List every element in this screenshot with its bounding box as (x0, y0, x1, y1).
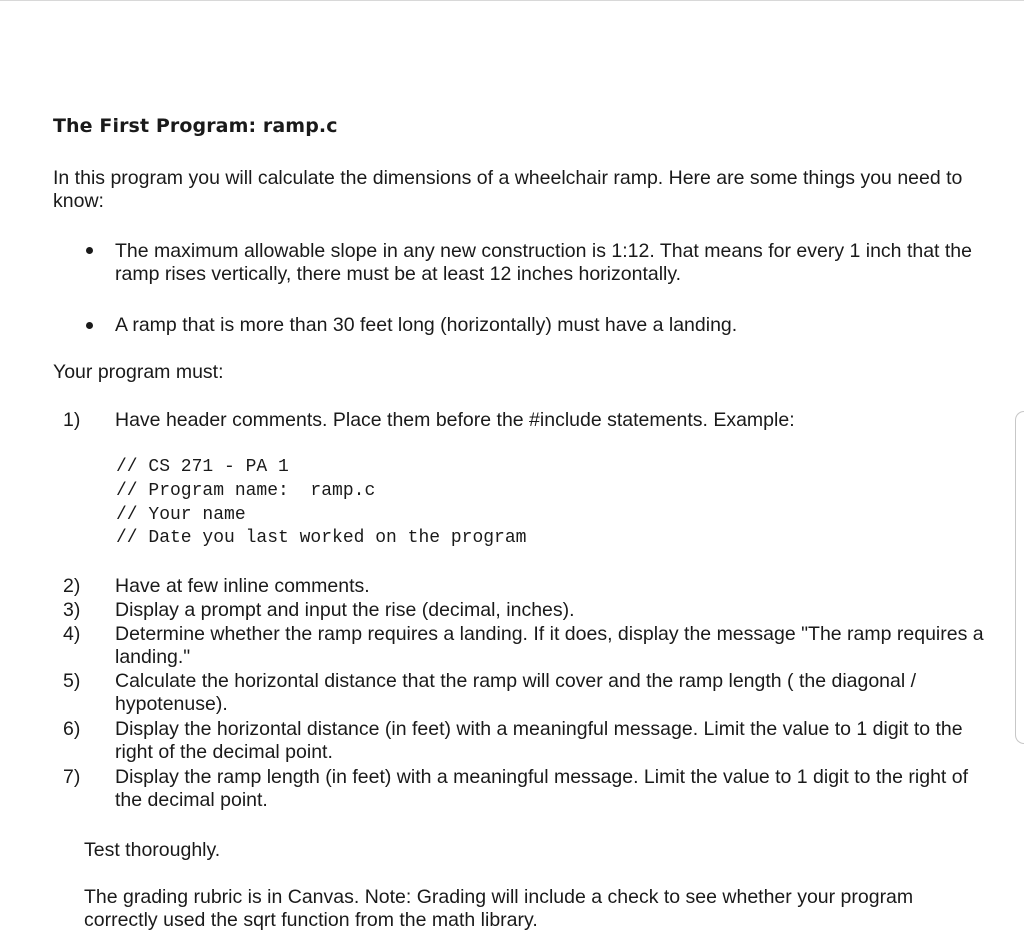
scrollbar-handle[interactable] (1015, 411, 1024, 744)
list-item: Display the horizontal distance (in feet) with a meaningful message. Limit the value to 1 digit to the right of the decimal point. (115, 718, 963, 763)
bullet-dot-icon (86, 247, 93, 254)
list-item: Determine whether the ramp requires a landing. If it does, display the message "The ramp requires a landing." (115, 623, 984, 668)
page-title: The First Program: ramp.c (53, 115, 338, 137)
list-item: Display the ramp length (in feet) with a meaningful message. Limit the value to 1 digit to the right of the decimal point. (115, 766, 969, 811)
item-number: 1) (63, 409, 81, 431)
list-item: Have header comments. Place them before the #include statements. Example: (115, 409, 795, 431)
intro-paragraph: In this program you will calculate the dimensions of a wheelchair ramp. Here are some things you need to know: (53, 167, 963, 212)
item-number: 5) (63, 670, 81, 692)
bullet-item: The maximum allowable slope in any new construction is 1:12. That means for every 1 inch that the ramp rises vertically, there must be at least 12 inches horizontally. (115, 240, 972, 285)
test-note: Test thoroughly. (84, 839, 221, 861)
code-line: // Program name: ramp.c (116, 481, 376, 501)
item-number: 2) (63, 575, 81, 597)
code-line: // Date you last worked on the program (116, 528, 527, 548)
item-number: 6) (63, 718, 81, 740)
item-number: 4) (63, 623, 81, 645)
rubric-note: The grading rubric is in Canvas. Note: Grading will include a check to see whether your program correctly used the sqrt function from the math library. (84, 886, 914, 931)
code-line: // Your name (116, 505, 246, 525)
item-number: 3) (63, 599, 81, 621)
list-item: Display a prompt and input the rise (decimal, inches). (115, 599, 575, 621)
list-item: Have at few inline comments. (115, 575, 370, 597)
bullet-item: A ramp that is more than 30 feet long (horizontally) must have a landing. (115, 314, 738, 336)
code-line: // CS 271 - PA 1 (116, 457, 289, 477)
bullet-dot-icon (86, 322, 93, 329)
item-number: 7) (63, 766, 81, 788)
list-item: Calculate the horizontal distance that the ramp will cover and the ramp length ( the diagonal / hypotenuse). (115, 670, 917, 715)
requirements-heading: Your program must: (53, 361, 224, 383)
